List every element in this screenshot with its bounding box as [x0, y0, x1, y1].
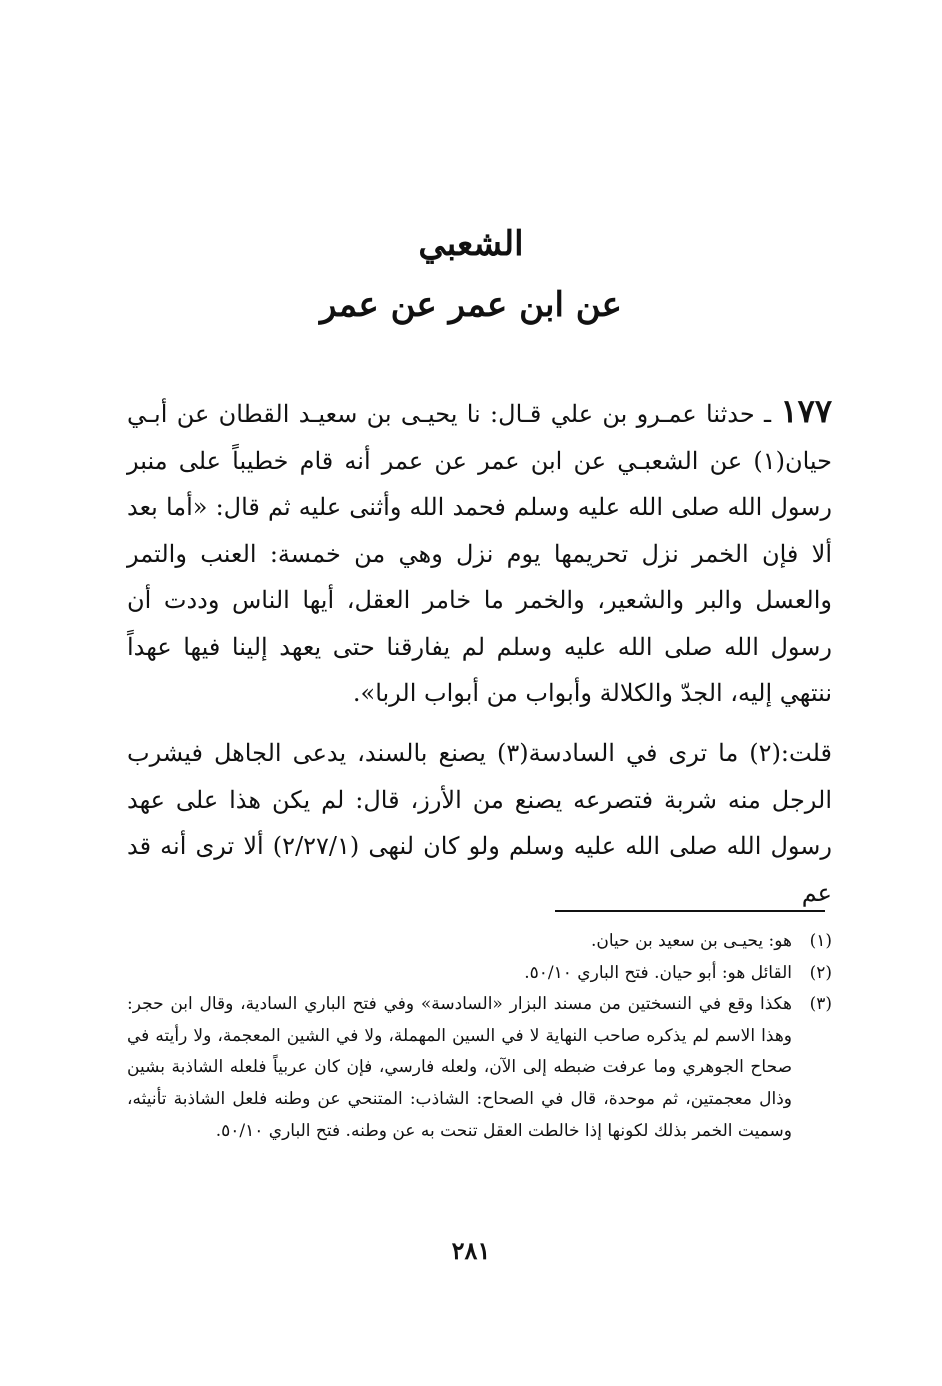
hadith-paragraph — [127, 388, 832, 717]
commentary-text: قلت:(٢) ما ترى في السادسة(٣) يصنع بالسند، يدعى الجاهل فيشرب الرجل منه شربة فتصرعه يصنع من الأرز، قال: لم يكن هذا على عهد رسول الله صلى الله عليه وسلم ولو كان لنهى (٢/٢٧/١) ألا ترى أنه قد عم — [127, 739, 833, 907]
chapter-subtitle: عن ابن عمر عن عمر — [320, 285, 622, 325]
footnote-marker: (٣) — [809, 994, 832, 1015]
footnote-text: هكذا وقع في النسختين من مسند البزار «السادسة» وفي فتح الباري السادية، وقال ابن حجر: وهذا الاسم لم يذكره صاحب النهاية لا في السين المهملة، ولا في الشين المعجمة، ولا رأيته في صحاح الجوهري وما عرفت ضبطه إلى الآن، ولعله فارسي، فإن كان عربياً فلعله الشاذبة بشين وذال معجمتين، ثم موحدة، قال في الصحاح: الشاذب: المتنحي عن وطنه فلعل الشاذبة تأنيثه، وسميت الخمر بذلك لكونها إذا خالطت العقل تنحت به عن وطنه. فتح الباري ٥٠/١٠. — [127, 994, 792, 1141]
footnotes — [127, 926, 832, 1147]
footnote-text: القائل هو: أبو حيان. فتح الباري ٥٠/١٠. — [524, 962, 792, 983]
footnote-marker: (٢) — [809, 962, 832, 983]
footnote-item — [127, 958, 832, 990]
chapter-title: الشعبي — [418, 224, 524, 264]
page-number: ٢٨١ — [451, 1236, 491, 1265]
footnote-item — [127, 989, 832, 1147]
footnote-marker: (١) — [809, 931, 832, 951]
hadith-number: ١٧٧ — [780, 392, 832, 430]
footnote-text: هو: يحيـى بن سعيد بن حيان. — [590, 931, 792, 951]
commentary-paragraph — [127, 730, 832, 916]
footnote-divider — [555, 910, 825, 912]
hadith-text: ـ حدثنا عمـرو بن علي قـال: نا يحيـى بن سعيـد القطان عن أبـي حيان(١) عن الشعبـي عن ابن عمر عن عمر أنه قام خطيباً على منبر رسول الله صلى الله عليه وسلم فحمد الله وأثنى عليه ثم قال: «أما بعد ألا فإن الخمر نزل تحريمها يوم نزل وهي من خمسة: العنب والتمر والعسل والبر والشعير، والخمر ما خامر العقل، أيها الناس وددت أن رسول الله صلى الله عليه وسلم لم يفارقنا حتى يعهد إلينا فيها عهداً ننتهي إليه، الجدّ والكلالة وأبواب من أبواب الربا». — [127, 400, 832, 707]
footnote-item — [127, 926, 832, 958]
